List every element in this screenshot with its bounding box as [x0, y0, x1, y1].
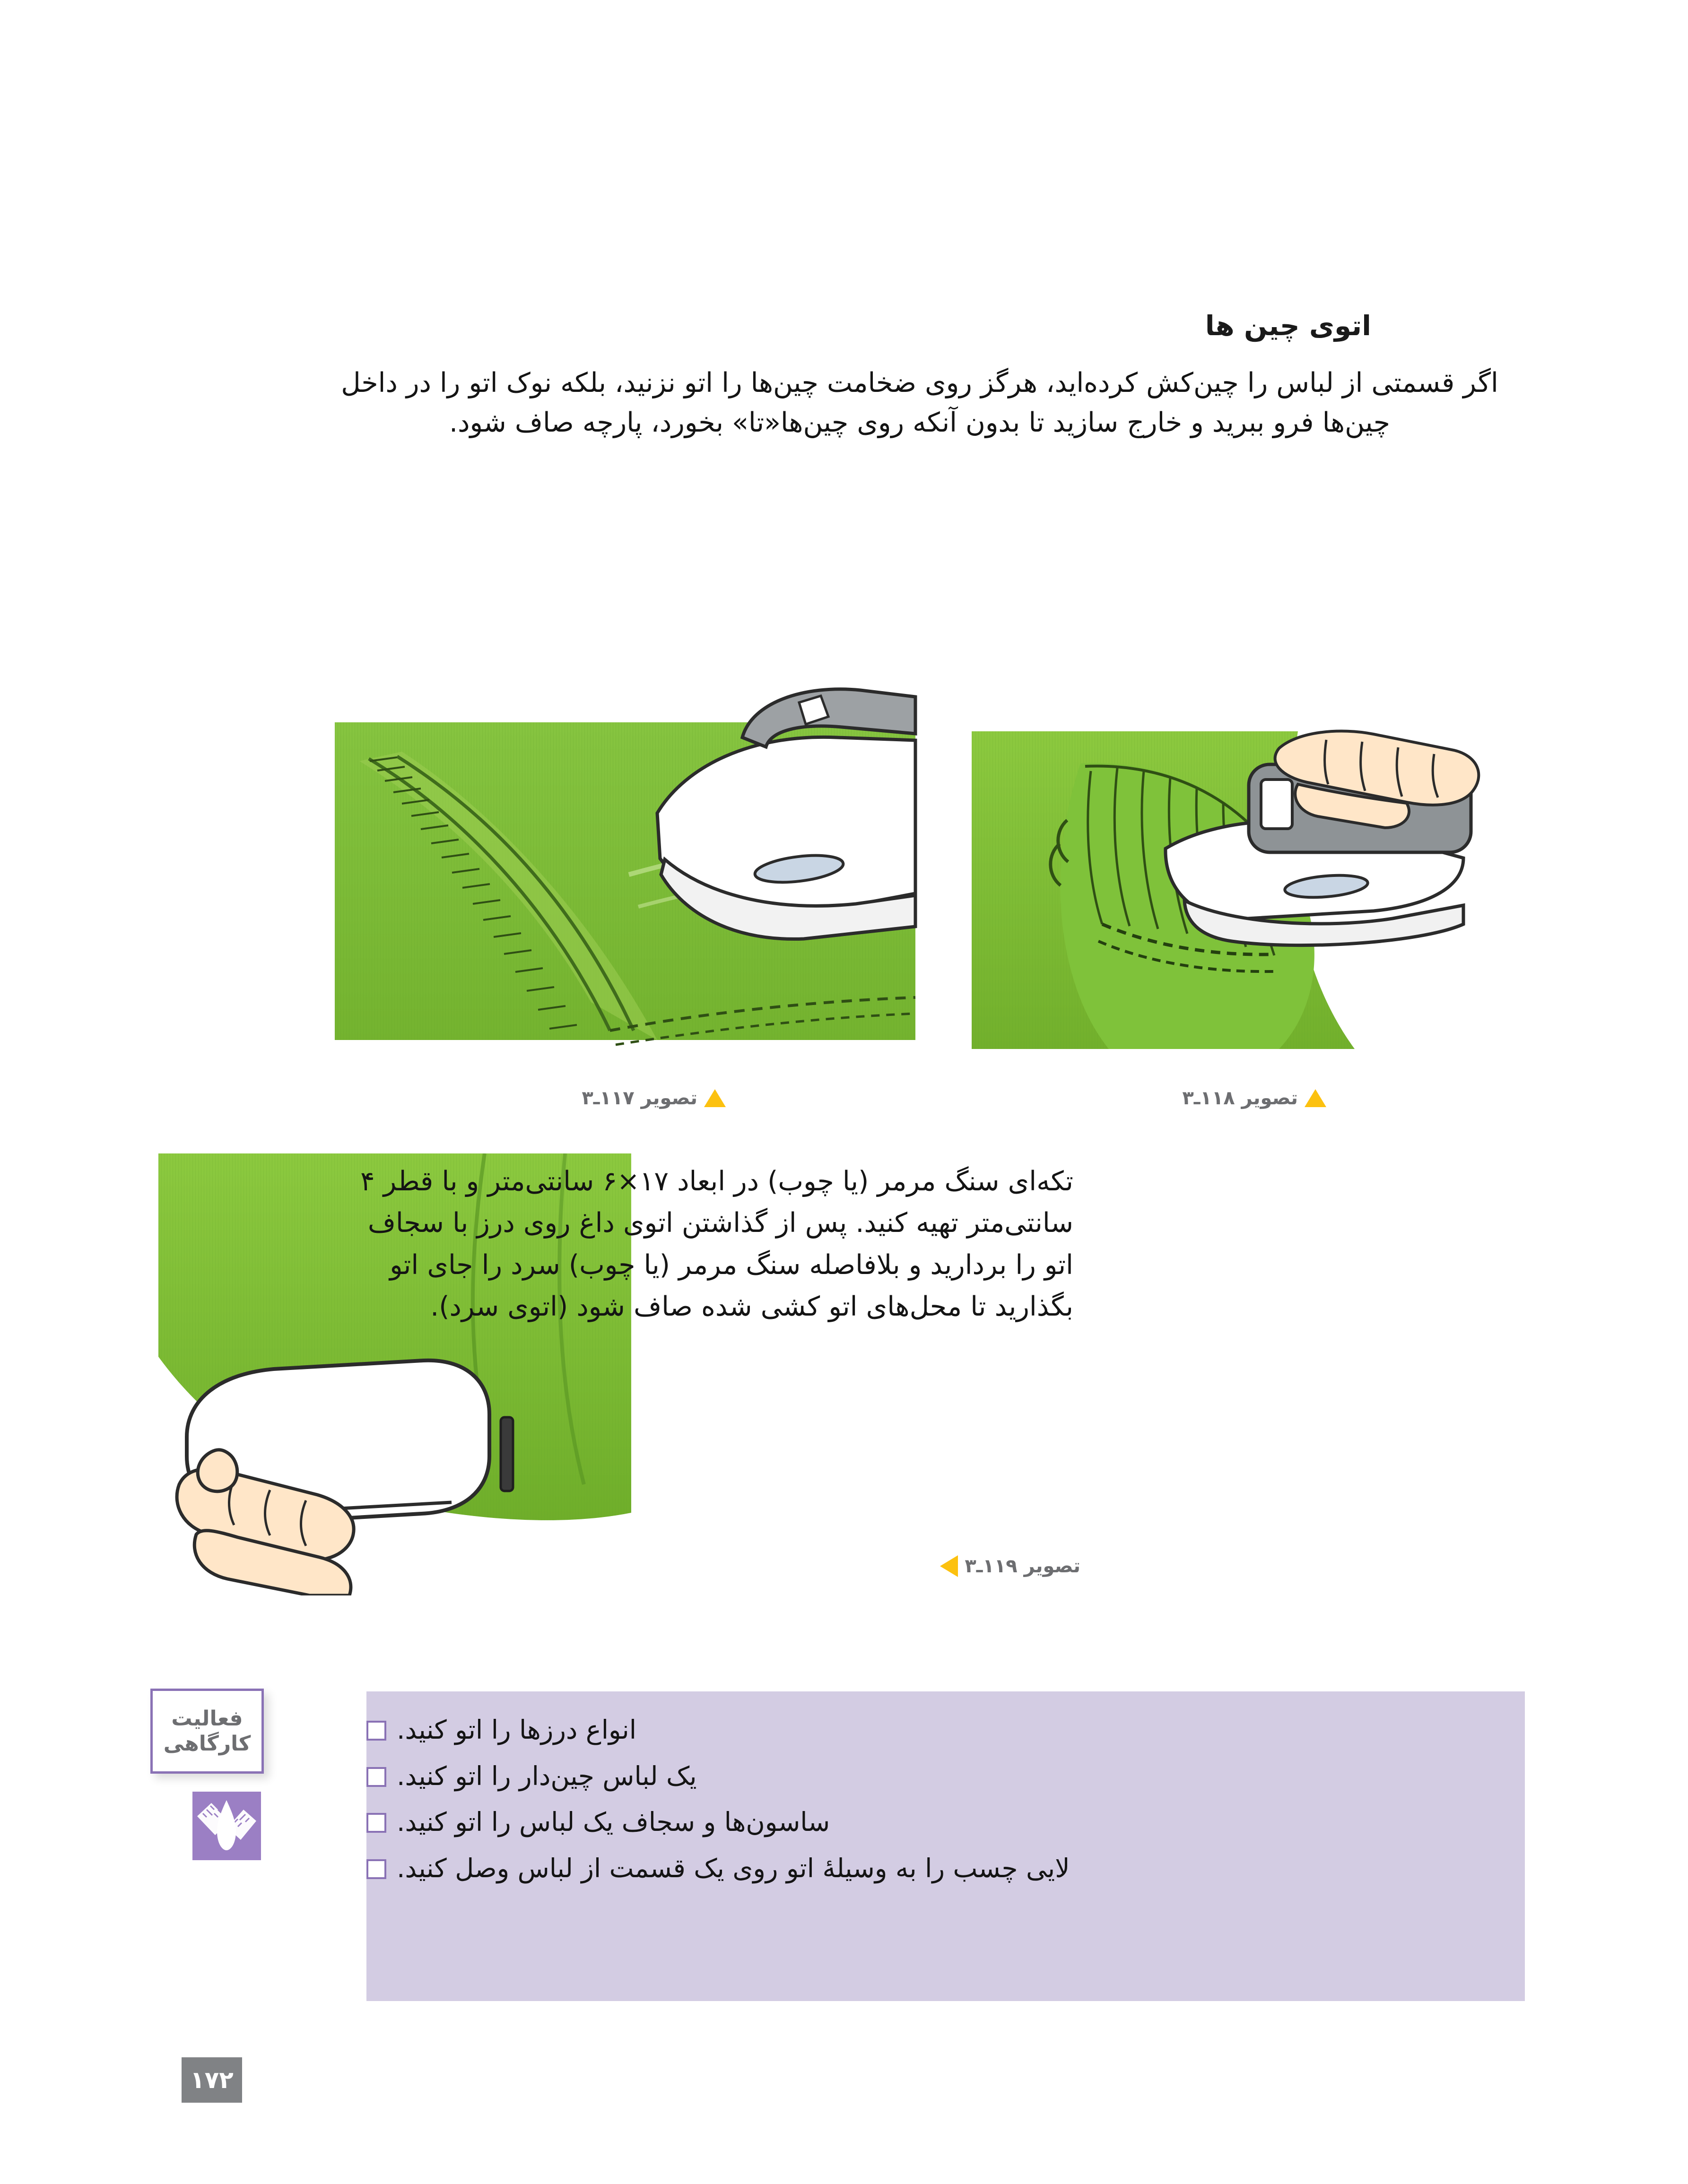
triangle-up-icon [1305, 1089, 1326, 1107]
activity-list-item[interactable] [366, 1803, 1497, 1842]
checkbox-icon[interactable] [366, 1721, 386, 1741]
mid-line-2: سانتی‌متر تهیه کنید. پس از گذاشتن اتوی داغ روی درز با سجاف [367, 1207, 1073, 1239]
figure-117-caption-text: تصویر ۱۱۷ـ۳ [582, 1087, 697, 1109]
activity-item-label: یک لباس چین‌دار را اتو کنید. [397, 1760, 697, 1791]
activity-list-item[interactable] [366, 1757, 1497, 1796]
intro-line-2: چین‌ها فرو ببرید و خارج سازید تا بدون آنکه روی چین‌ها«تا» بخورد، پارچه صاف شود. [449, 407, 1390, 439]
intro-paragraph [322, 363, 1518, 443]
activity-item-label: لایی چسب را به وسیلۀ اتو روی یک قسمت از لباس وصل کنید. [397, 1853, 1070, 1883]
checkbox-icon[interactable] [366, 1767, 386, 1787]
figure-119-caption [940, 1555, 1080, 1577]
ruler-pen-icon [192, 1792, 261, 1860]
activity-tab-line-2: کارگاهی [163, 1732, 251, 1756]
activity-tab-line-1: فعالیت [171, 1706, 243, 1731]
figure-117-caption [582, 1087, 726, 1109]
mid-line-3: اتو را بردارید و بلافاصله سنگ مرمر (یا چوب) سرد را جای اتو [390, 1249, 1073, 1281]
triangle-left-icon [940, 1555, 958, 1577]
figure-119-caption-text: تصویر ۱۱۹ـ۳ [965, 1555, 1080, 1577]
checkbox-icon[interactable] [366, 1813, 386, 1833]
page-number: ۱۷۲ [182, 2057, 242, 2103]
figure-118-image [967, 678, 1525, 1075]
intro-line-1: اگر قسمتی از لباس را چین‌کش کرده‌اید، هرگز روی ضخامت چین‌ها را اتو نزنید، بلکه نوک اتو را در داخل [341, 367, 1498, 399]
page-section-heading: اتوی چین ها [1205, 310, 1371, 342]
checkbox-icon[interactable] [366, 1859, 386, 1879]
figure-117-image [326, 671, 924, 1075]
activity-item-label: انواع درزها را اتو کنید. [397, 1715, 636, 1745]
activity-item-label: ساسون‌ها و سجاف یک لباس را اتو کنید. [397, 1807, 830, 1837]
activity-box [366, 1691, 1525, 2001]
mid-line-4: بگذارید تا محل‌های اتو کشی شده صاف شود (اتوی سرد). [430, 1291, 1073, 1323]
figure-118-caption-text: تصویر ۱۱۸ـ۳ [1182, 1087, 1298, 1109]
mid-line-1: تکه‌ای سنگ مرمر (یا چوب) در ابعاد ۱۷×۶ سانتی‌متر و با قطر ۴ [360, 1166, 1073, 1197]
triangle-up-icon [704, 1089, 726, 1107]
activity-list-item[interactable] [366, 1710, 1497, 1750]
activity-list-item[interactable] [366, 1849, 1497, 1889]
activity-item-list [366, 1710, 1525, 1895]
marble-stone-paragraph [360, 1161, 1073, 1327]
figure-118-caption [1182, 1087, 1326, 1109]
activity-tab-label [150, 1689, 264, 1774]
